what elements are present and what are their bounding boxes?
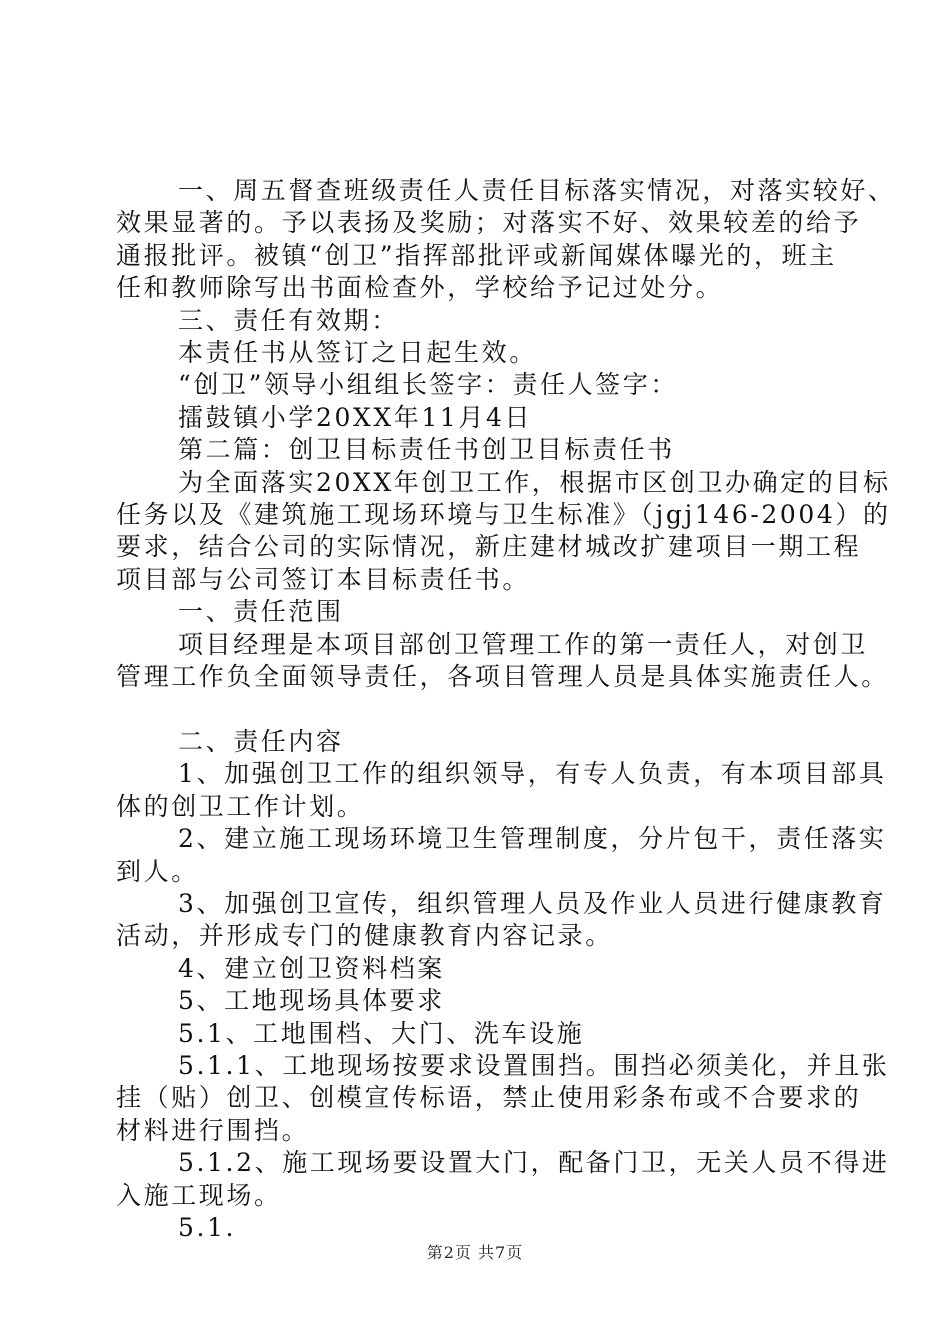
text-line: 一、责任范围 bbox=[178, 597, 344, 627]
text-line: 材料进行围挡。 bbox=[116, 1115, 310, 1145]
text-line: 一、周五督查班级责任人责任目标落实情况，对落实较好、 bbox=[178, 176, 896, 205]
text-line: 本责任书从签订之日起生效。 bbox=[178, 338, 537, 368]
text-line: 2、建立施工现场环境卫生管理制度，分片包干，责任落实 bbox=[178, 824, 887, 854]
text-line: 5.1、工地围档、大门、洗车设施 bbox=[178, 1018, 585, 1048]
blank-line bbox=[116, 694, 836, 726]
text-line: 为全面落实20XX年创卫工作，根据市区创卫办确定的目标 bbox=[178, 467, 891, 497]
text-line: 1、加强创卫工作的组织领导，有专人负责，有本项目部具 bbox=[178, 759, 887, 789]
text-line: 任和教师除写出书面检查外，学校给予记过处分。 bbox=[116, 273, 724, 303]
text-line: 5.1.2、施工现场要设置大门，配备门卫，无关人员不得进 bbox=[178, 1148, 890, 1178]
text-line: 入施工现场。 bbox=[116, 1180, 282, 1210]
text-line: 效果显著的。予以表扬及奖励；对落实不好、效果较差的给予 bbox=[116, 208, 862, 238]
text-line: 通报批评。被镇“创卫”指挥部批评或新闻媒体曝光的，班主 bbox=[116, 240, 837, 270]
text-line: 管理工作负全面领导责任，各项目管理人员是具体实施责任人。 bbox=[116, 662, 889, 692]
text-line: 4、建立创卫资料档案 bbox=[178, 953, 445, 983]
text-line: 二、责任内容 bbox=[178, 726, 344, 756]
text-line: 第二篇：创卫目标责任书创卫目标责任书 bbox=[178, 435, 675, 465]
text-line: 项目部与公司签订本目标责任书。 bbox=[116, 564, 531, 594]
text-line: 活动，并形成专门的健康教育内容记录。 bbox=[116, 921, 613, 951]
text-line: 项目经理是本项目部创卫管理工作的第一责任人，对创卫 bbox=[178, 629, 869, 659]
text-line: 5.1.1、工地现场按要求设置围挡。围挡必须美化，并且张 bbox=[178, 1050, 890, 1080]
text-line: 任务以及《建筑施工现场环境与卫生标准》（jgj146-2004）的 bbox=[116, 500, 891, 530]
text-line: 三、责任有效期： bbox=[178, 305, 399, 335]
text-line: “创卫”领导小组组长签字：责任人签字： bbox=[178, 370, 678, 400]
text-line: 体的创卫工作计划。 bbox=[116, 791, 365, 821]
page-footer: 第2页 共7页 bbox=[426, 1243, 524, 1262]
document-body bbox=[116, 175, 896, 1244]
text-line: 到人。 bbox=[116, 856, 199, 886]
text-line: 擂鼓镇小学20XX年11月4日 bbox=[178, 402, 533, 432]
text-line: 5、工地现场具体要求 bbox=[178, 986, 445, 1016]
text-line: 3、加强创卫宣传，组织管理人员及作业人员进行健康教育 bbox=[178, 888, 887, 918]
text-line: 挂（贴）创卫、创模宣传标语，禁止使用彩条布或不合要求的 bbox=[116, 1083, 862, 1113]
text-line: 要求，结合公司的实际情况，新庄建材城改扩建项目一期工程 bbox=[116, 532, 862, 562]
text-line: 5.1. bbox=[178, 1212, 237, 1242]
